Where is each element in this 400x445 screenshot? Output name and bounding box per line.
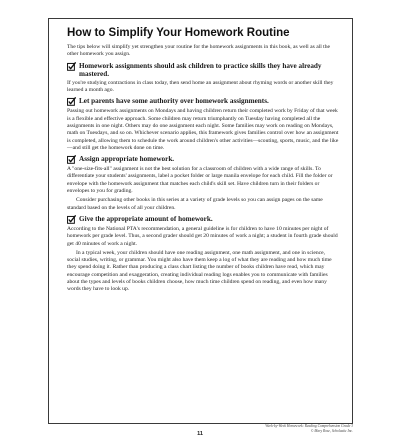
section-paragraph: Passing out homework assignments on Mondays and having children return their completed work by Friday of that week is a flexible and effective approach. Some children may return triumphantly on Tuesday having completed all the assignments in one night. Others may do one assignment each night. Some families may work on reading on Mondays, math on Tuesdays, and so on. Whichever scenario applies, this framework gives families control over how an assignment is completed, allowing them to schedule the work around children's other activities—scouting, sports, music, and the like—and still get the homework done on time. bbox=[67, 108, 339, 151]
section-paragraph: In a typical week, your children should have one reading assignment, one math assignment, and one in science, social studies, writing, or grammar. You might also have them keep a log of what they are reading and how much time they spend doing it. Rather than producing a class chart listing the number of books children have read, which may encourage competition and exaggeration, creating individual reading logs enables you to communicate with families about the types and levels of books children choose, how much time children spend on reading, and even how many words they have to look up. bbox=[67, 249, 332, 293]
section-heading-2 bbox=[67, 97, 339, 106]
checkbox-check-icon bbox=[67, 215, 76, 224]
credit-copyright: © Mary Rose, Scholastic Inc. bbox=[310, 428, 353, 433]
section-heading-3 bbox=[67, 155, 339, 164]
section-heading-1 bbox=[67, 62, 339, 78]
checkbox-check-icon bbox=[67, 97, 76, 106]
credit-book-title: Week-by-Week Homework: Reading Comprehension Grade 3 bbox=[265, 424, 353, 428]
intro-paragraph: The tips below will simplify yet strengthen your routine for the homework assignments in this book, as well as all the other homework you assign. bbox=[67, 44, 331, 58]
section-heading-text: Let parents have some authority over homework assignments. bbox=[79, 97, 269, 106]
section-paragraph: If you're studying contractions in class today, then send home an assignment about rhyming words or another skill they learned a month ago. bbox=[67, 79, 334, 94]
page-number: 11 bbox=[197, 431, 203, 437]
section-heading-4 bbox=[67, 215, 339, 224]
section-paragraph: According to the National PTA's recommendation, a general guideline is for children to have 10 minutes per night of homework per grade level. Thus, a second grader should get 20 minutes of work a night; a student in fourth grade should get 40 minutes of work a night. bbox=[67, 225, 338, 247]
article bbox=[67, 26, 339, 296]
checkbox-check-icon bbox=[67, 62, 76, 71]
section-paragraph: Consider purchasing other books in this series at a variety of grade levels so you can assign pages on the same standard based on the levels of all your children. bbox=[67, 197, 323, 211]
section-heading-text: Homework assignments should ask children to practice skills they have already mastered. bbox=[79, 61, 322, 78]
section-paragraph: A "one-size-fits-all" assignment is not the best solution for a classroom of children with a wide range of skills. To differentiate your students' assignments, label a pocket folder or large manila envelope for each child. Fill the folder or envelope with the homework assignment that matches each child's skill set. Have children turn in their folders or envelopes to you for grading. bbox=[67, 166, 333, 195]
section-heading-text: Give the appropriate amount of homework. bbox=[79, 214, 213, 223]
page-title: How to Simplify Your Homework Routine bbox=[67, 27, 290, 39]
checkbox-check-icon bbox=[67, 155, 76, 164]
section-heading-text: Assign appropriate homework. bbox=[79, 155, 175, 164]
